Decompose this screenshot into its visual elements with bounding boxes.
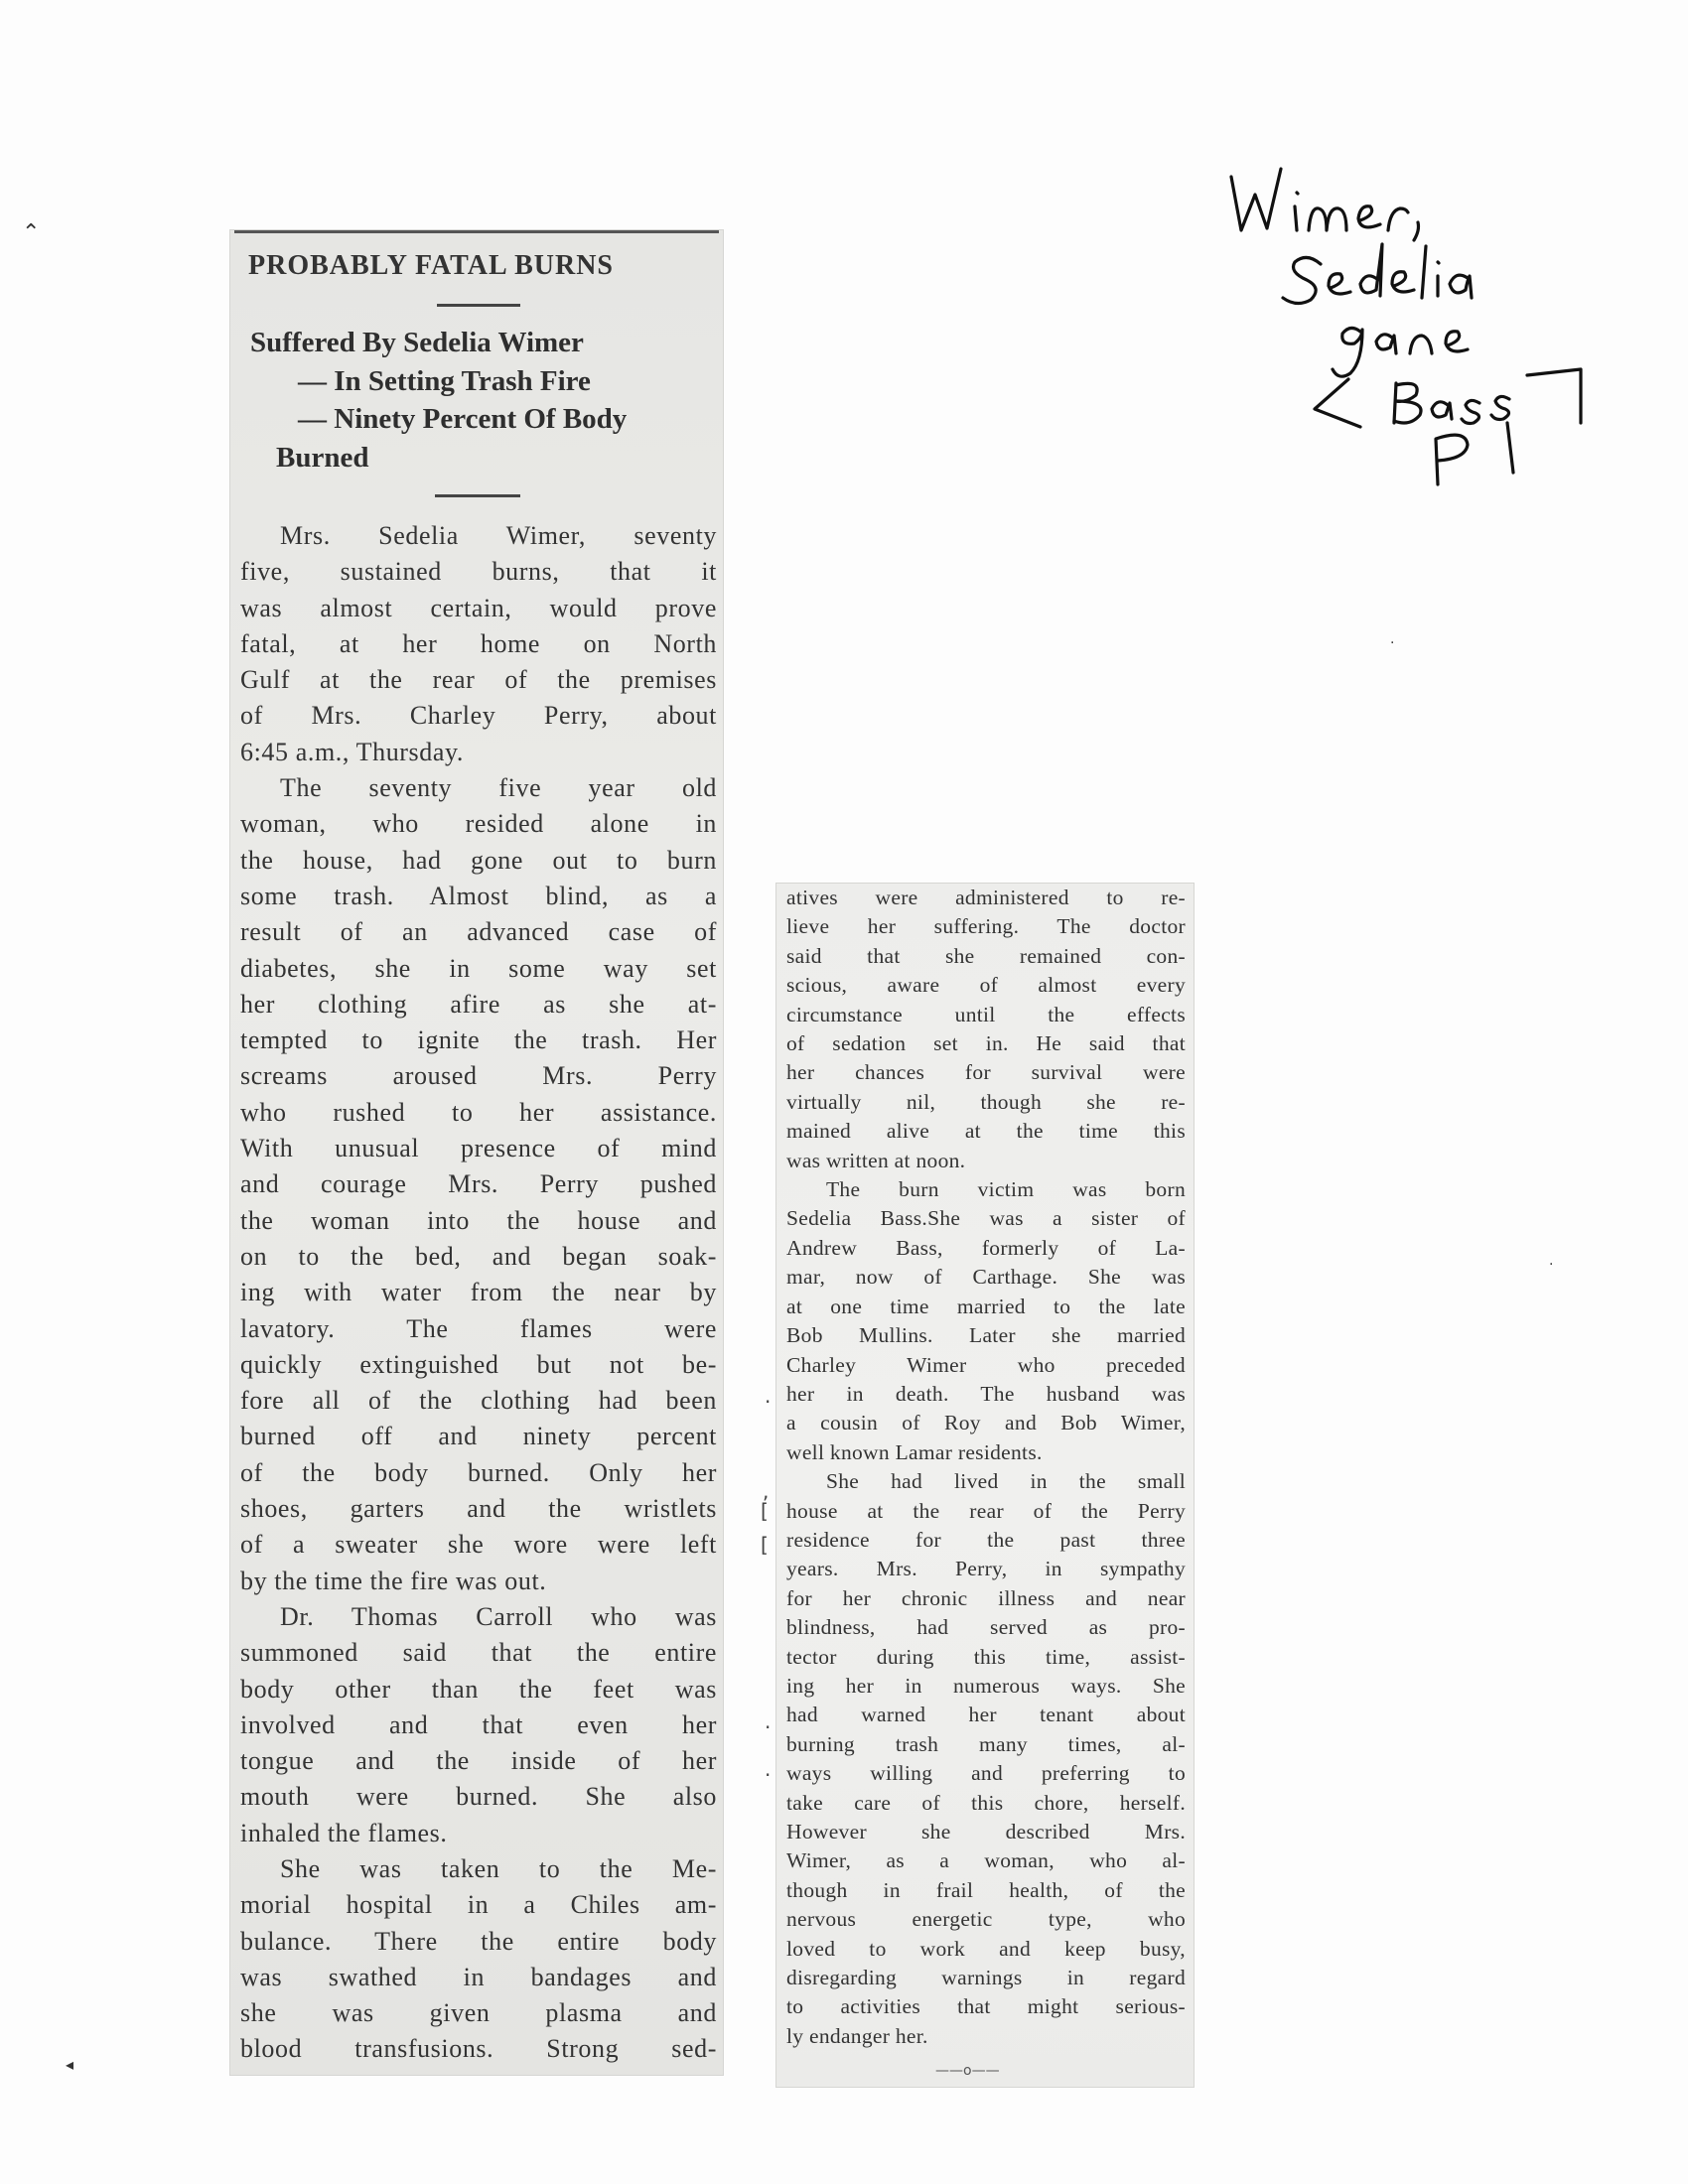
handwriting-drawing bbox=[1211, 149, 1628, 486]
article-line: virtually nil, though she re- bbox=[786, 1089, 1186, 1114]
article-line: said that she remained con- bbox=[786, 943, 1186, 968]
article-line: inhaled the flames. bbox=[240, 1818, 448, 1847]
article-line: for her chronic illness and near bbox=[786, 1585, 1186, 1610]
article-line: had warned her tenant about bbox=[786, 1703, 1186, 1727]
article-line: disregarding warnings in regard bbox=[786, 1966, 1186, 1990]
article-line: fatal, at her home on North bbox=[240, 628, 717, 658]
article-line: She was taken to the Me- bbox=[280, 1853, 717, 1883]
scan-speck: ⌃ bbox=[22, 220, 41, 245]
margin-mark: , bbox=[763, 1479, 770, 1503]
article-line: five, sustained burns, that it bbox=[240, 557, 717, 587]
newspaper-clipping-left bbox=[230, 230, 723, 2075]
article-line: Andrew Bass, formerly of La- bbox=[786, 1235, 1186, 1260]
article-line: ing with water from the near by bbox=[240, 1278, 717, 1307]
article-line: the woman into the house and bbox=[240, 1205, 717, 1235]
article-line: was almost certain, would prove bbox=[240, 593, 717, 622]
article-line: tongue and the inside of her bbox=[240, 1746, 717, 1776]
article-line: some trash. Almost blind, as a bbox=[240, 881, 717, 910]
article-line: The seventy five year old bbox=[280, 773, 717, 803]
article-line: the house, had gone out to burn bbox=[240, 845, 717, 875]
article-line: Mrs. Sedelia Wimer, seventy bbox=[280, 521, 717, 550]
article-line: burning trash many times, al- bbox=[786, 1731, 1186, 1756]
end-mark: ——o—— bbox=[935, 2063, 1000, 2079]
article-line: atives were administered to re- bbox=[786, 886, 1186, 909]
article-line: Bob Mullins. Later she married bbox=[786, 1323, 1186, 1348]
article-line: result of an advanced case of bbox=[240, 917, 717, 947]
article-line: house at the rear of the Perry bbox=[786, 1498, 1186, 1523]
article-line: fore all of the clothing had been bbox=[240, 1386, 717, 1416]
article-line: tector during this time, assist- bbox=[786, 1644, 1186, 1669]
article-line: mained alive at the time this bbox=[786, 1119, 1186, 1144]
article-line: of Mrs. Charley Perry, about bbox=[240, 701, 717, 731]
article-line: her in death. The husband was bbox=[786, 1381, 1186, 1406]
scan-speck: ◂ bbox=[66, 2055, 74, 2074]
subhead-line: — In Setting Trash Fire bbox=[298, 364, 591, 397]
article-line: tempted to ignite the trash. Her bbox=[240, 1025, 717, 1055]
article-line: was swathed in bandages and bbox=[240, 1962, 717, 1991]
article-line: of the body burned. Only her bbox=[240, 1457, 717, 1487]
article-line: Dr. Thomas Carroll who was bbox=[280, 1601, 717, 1631]
newspaper-clipping-right bbox=[776, 884, 1194, 2087]
article-body-left bbox=[240, 518, 717, 2068]
article-line: bulance. There the entire body bbox=[240, 1926, 717, 1956]
scan-speck: · bbox=[1390, 635, 1395, 651]
article-line: well known Lamar residents. bbox=[786, 1439, 1043, 1464]
article-line: mar, now of Carthage. She was bbox=[786, 1265, 1186, 1290]
article-line: ing her in numerous ways. She bbox=[786, 1673, 1186, 1698]
article-line: woman, who resided alone in bbox=[240, 809, 717, 839]
article-line: her chances for survival were bbox=[786, 1060, 1186, 1085]
article-line: she was given plasma and bbox=[240, 1998, 717, 2028]
article-line: of sedation set in. He said that bbox=[786, 1031, 1186, 1056]
headline-divider bbox=[437, 304, 520, 307]
article-line: ways willing and preferring to bbox=[786, 1761, 1186, 1786]
article-line: on to the bed, and began soak- bbox=[240, 1241, 717, 1271]
article-line: shoes, garters and the wristlets bbox=[240, 1494, 717, 1524]
article-line: summoned said that the entire bbox=[240, 1638, 717, 1668]
margin-mark: · bbox=[765, 1390, 772, 1414]
article-line: who rushed to her assistance. bbox=[240, 1097, 717, 1127]
margin-mark: [ bbox=[761, 1499, 769, 1523]
article-line: blood transfusions. Strong sed- bbox=[240, 2034, 717, 2064]
subhead bbox=[250, 324, 717, 477]
article-line: lieve her suffering. The doctor bbox=[786, 914, 1186, 939]
subhead-line: — Ninety Percent Of Body bbox=[298, 403, 628, 435]
article-line: take care of this chore, herself. bbox=[786, 1790, 1186, 1815]
subhead-line: Suffered By Sedelia Wimer bbox=[250, 327, 584, 358]
article-line: quickly extinguished but not be- bbox=[240, 1349, 717, 1379]
article-line: scious, aware of almost every bbox=[786, 973, 1186, 998]
article-line: However she described Mrs. bbox=[786, 1820, 1186, 1843]
article-line: nervous energetic type, who bbox=[786, 1907, 1186, 1932]
article-line: Gulf at the rear of the premises bbox=[240, 665, 717, 695]
article-line: a cousin of Roy and Bob Wimer, bbox=[786, 1411, 1186, 1435]
article-line: circumstance until the effects bbox=[786, 1002, 1186, 1026]
margin-mark: · bbox=[765, 1715, 772, 1739]
margin-mark: [ bbox=[761, 1533, 769, 1557]
article-line: blindness, had served as pro- bbox=[786, 1615, 1186, 1640]
article-line: screams aroused Mrs. Perry bbox=[240, 1061, 717, 1091]
margin-mark: · bbox=[765, 1763, 772, 1787]
article-line: lavatory. The flames were bbox=[240, 1313, 717, 1343]
article-line: by the time the fire was out. bbox=[240, 1566, 547, 1595]
article-line: Sedelia Bass.She was a sister of bbox=[786, 1206, 1186, 1231]
article-line: was written at noon. bbox=[786, 1148, 966, 1172]
article-line: though in frail health, of the bbox=[786, 1877, 1186, 1902]
article-body-right bbox=[786, 884, 1186, 2051]
article-line: her clothing afire as she at- bbox=[240, 989, 717, 1019]
article-line: involved and that even her bbox=[240, 1709, 717, 1739]
article-line: morial hospital in a Chiles am- bbox=[240, 1890, 717, 1920]
article-line: Wimer, as a woman, who al- bbox=[786, 1848, 1186, 1873]
article-line: loved to work and keep busy, bbox=[786, 1936, 1186, 1961]
article-line: to activities that might serious- bbox=[786, 1994, 1186, 2019]
article-line: body other than the feet was bbox=[240, 1674, 717, 1704]
article-line: She had lived in the small bbox=[826, 1469, 1186, 1494]
scan-speck: · bbox=[1549, 1257, 1554, 1273]
article-line: mouth were burned. She also bbox=[240, 1782, 717, 1812]
article-line: 6:45 a.m., Thursday. bbox=[240, 737, 465, 766]
clipping-top-rule bbox=[234, 230, 719, 233]
article-line: Charley Wimer who preceded bbox=[786, 1352, 1186, 1377]
article-line: burned off and ninety percent bbox=[240, 1422, 717, 1451]
subhead-line: Burned bbox=[276, 441, 369, 474]
handwritten-annotation bbox=[1211, 149, 1628, 486]
article-line: of a sweater she wore were left bbox=[240, 1530, 717, 1560]
subhead-divider bbox=[435, 494, 520, 497]
article-line: years. Mrs. Perry, in sympathy bbox=[786, 1557, 1186, 1581]
article-line: at one time married to the late bbox=[786, 1294, 1186, 1318]
article-line: The burn victim was born bbox=[826, 1177, 1186, 1202]
headline: PROBABLY FATAL BURNS bbox=[248, 250, 614, 281]
article-line: ly endanger her. bbox=[786, 2023, 928, 2048]
article-line: diabetes, she in some way set bbox=[240, 953, 717, 983]
article-line: With unusual presence of mind bbox=[240, 1134, 717, 1163]
article-line: residence for the past three bbox=[786, 1527, 1186, 1552]
article-line: and courage Mrs. Perry pushed bbox=[240, 1169, 717, 1199]
